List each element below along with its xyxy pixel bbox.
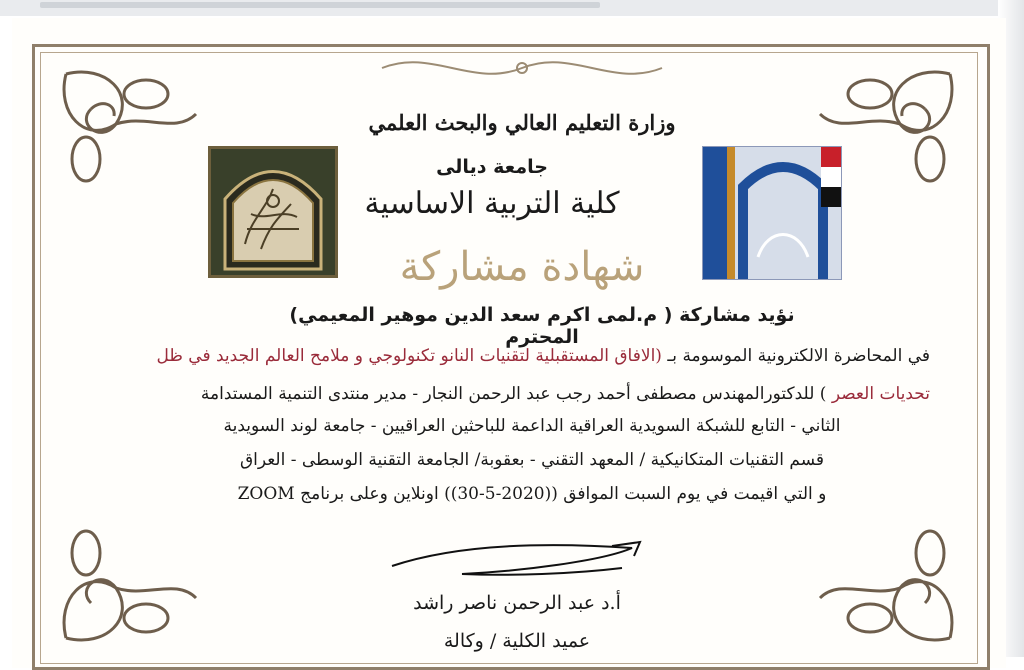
university-name: جامعة ديالى <box>436 156 548 178</box>
body-line-5: و التي اقيمت في يوم السبت الموافق ((2020-5-30)) اونلاين وعلى برنامج ZOOM <box>237 484 827 504</box>
signer-name: أ.د عبد الرحمن ناصر راشد <box>413 592 621 614</box>
college-name: كلية التربية الاساسية <box>364 186 620 221</box>
body-line-2 <box>110 384 930 404</box>
lecturer-info: ) للدكتورالمهندس مصطفى أحمد رجب عبد الرحمن النجار - مدير منتدى التنمية المستدامة <box>200 384 832 404</box>
lecture-title-part-2: تحديات العصر <box>831 384 930 404</box>
ministry-heading: وزارة التعليم العالي والبحث العلمي <box>368 110 676 135</box>
body-line-4: قسم التقنيات المتكانيكية / المعهد التقني - بعقوبة/ الجامعة التقنية الوسطى - العراق <box>239 450 825 470</box>
university-logo-icon <box>702 146 842 280</box>
top-scroll-ornament-icon <box>372 48 672 88</box>
certificate-title: شهادة مشاركة <box>399 244 645 290</box>
body-line-3: الثاني - التابع للشبكة السويدية العراقية الداعمة للباحثين العراقيين - جامعة لوند السويدية <box>223 416 841 436</box>
lecture-prefix: في المحاضرة الالكترونية الموسومة بـ <box>667 346 930 366</box>
corner-ornament-bottom-left-icon <box>46 518 216 658</box>
certificate <box>12 18 1006 668</box>
corner-ornament-bottom-right-icon <box>800 518 970 658</box>
top-strip-bar <box>40 2 600 8</box>
college-emblem-icon <box>208 146 338 278</box>
recipient-line: نؤيد مشاركة ( م.لمى اكرم سعد الدين موهير المعيمي) المحترم <box>289 304 795 348</box>
top-strip <box>0 0 1024 16</box>
body-line-1 <box>110 346 930 366</box>
lecture-title-part-1: (الافاق المستقبلية لتقنيات النانو تكنولوجي و ملامح العالم الجديد في ظل <box>156 346 662 366</box>
corner-ornament-top-left-icon <box>46 54 216 194</box>
handwritten-signature <box>372 526 672 596</box>
signer-role: عميد الكلية / وكالة <box>443 630 591 652</box>
